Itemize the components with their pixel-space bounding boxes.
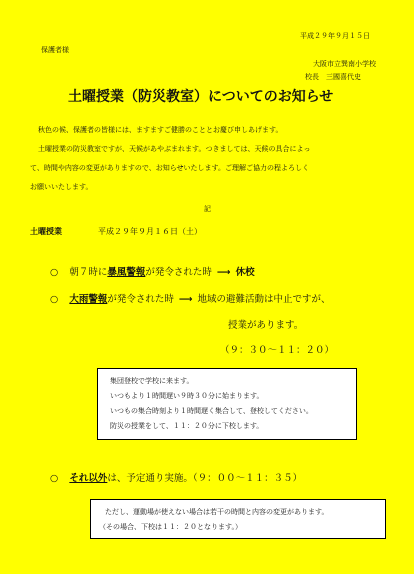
bullet-circle: ○ (50, 473, 59, 484)
storm-result: 休校 (235, 267, 255, 278)
greeting-line-1: 秋色の候、保護者の皆様には、ますますご健勝のこととお慶び申しあげます。 (38, 126, 283, 134)
item-heavy-rain (50, 291, 331, 305)
notice-title: 土曜授業（防災教室）についてのお知らせ (68, 89, 334, 105)
principal-name: 校長 三國喜代史 (305, 73, 361, 81)
rain-detail-2: いつもより１時間遅い９時３０分に始まります。 (110, 392, 264, 400)
school-name: 大阪市立巽南小学校 (313, 60, 376, 68)
event-label: 土曜授業 (30, 227, 62, 236)
rain-detail-4: 防災の授業をして、１１：２０分に下校します。 (110, 422, 264, 430)
event-date: 平成２９年９月１６日（土） (98, 227, 202, 236)
arrow-icon: ⟶ (216, 267, 231, 278)
addressee: 保護者様 (41, 46, 69, 54)
item-otherwise (50, 470, 302, 484)
greeting-line-2: 土曜授業の防災教室ですが、天候があやぶまれます。つきましては、天候の具合によっ (38, 145, 311, 153)
rain-result-2: 授業があります。 (228, 320, 304, 331)
greeting-line-3: て、時間や内容の変更がありますので、お知らせいたします。ご理解ご協力の程よろしく (30, 164, 309, 172)
playground-note-box (90, 499, 386, 539)
bullet-circle: ○ (50, 267, 59, 278)
bullet-circle: ○ (50, 294, 59, 305)
rain-detail-3: いつもの集合時刻より１時間遅く集合して、登校してください。 (110, 407, 313, 415)
rain-detail-1: 集団登校で学校に来ます。 (110, 377, 194, 385)
playground-note-2: （その場合、下校は１１：２０となります。） (99, 523, 242, 531)
greeting-line-4: お願いいたします。 (30, 183, 93, 191)
rain-warning-text: 大雨警報 (69, 294, 108, 305)
rain-middle: が発令された時 (107, 294, 174, 305)
arrow-icon: ⟶ (178, 294, 193, 305)
rain-result-1: 地域の避難活動は中止ですが、 (197, 294, 331, 305)
storm-middle: が発令された時 (145, 267, 212, 278)
storm-warning-text: 暴風警報 (107, 267, 146, 278)
rain-details-box (97, 368, 357, 440)
storm-prefix: 朝７時に (69, 267, 108, 278)
notice-date: 平成２９年９月１５日 (300, 32, 370, 40)
item-storm (50, 264, 255, 278)
otherwise-rest: は、予定通り実施。（９：００～１１：３５） (107, 473, 303, 484)
rain-time: （９：３０～１１：２０） (220, 345, 335, 356)
playground-note-1: ただし、運動場が使えない場合は若干の時間と内容の変更があります。 (105, 508, 329, 516)
otherwise-text: それ以外 (69, 473, 108, 484)
ki-mark: 記 (204, 205, 211, 213)
